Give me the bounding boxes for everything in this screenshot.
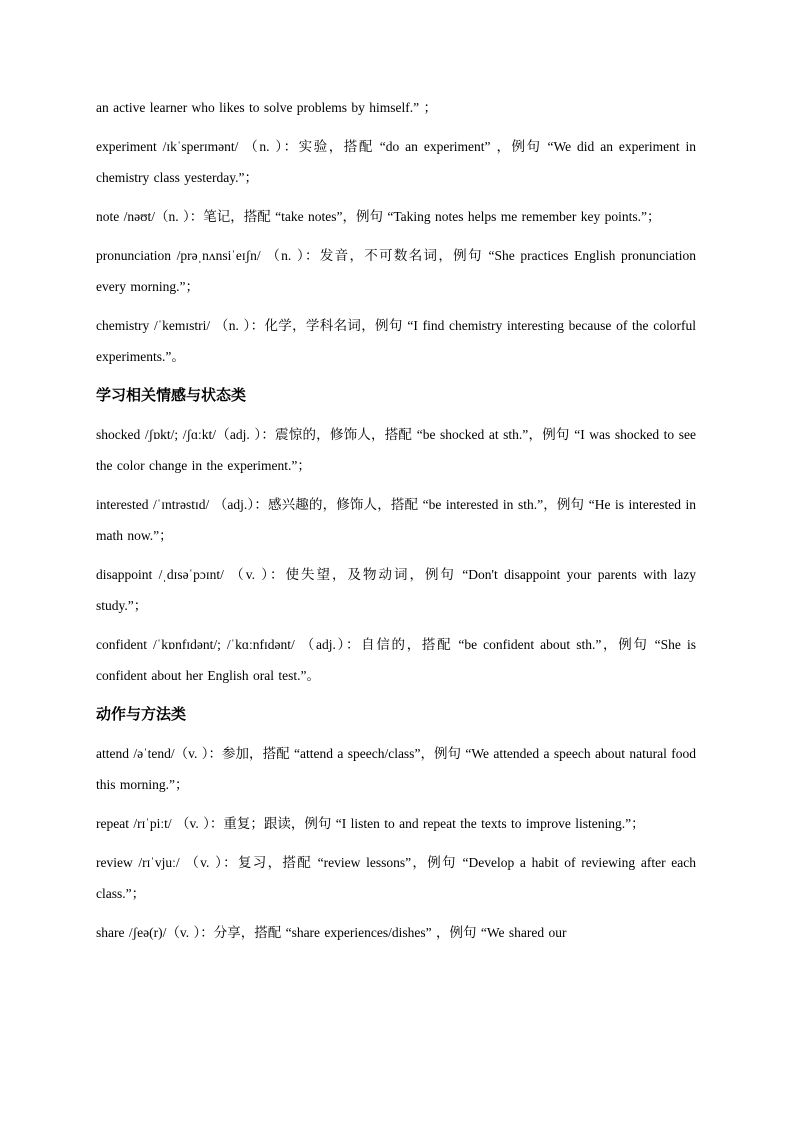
- vocab-entry-shocked: shocked /ʃɒkt/; /ʃɑːkt/（adj. ）：震惊的，修饰人，搭配 “be shocked at sth.”，例句 “I was shocked to see the color change in the experiment.”；: [96, 427, 696, 473]
- vocab-entry-repeat: repeat /rɪˈpiːt/ （v. ）：重复；跟读，例句 “I listen to and repeat the texts to improve listening.”；: [96, 816, 645, 831]
- vocab-entry-interested: interested /ˈɪntrəstɪd/ （adj.）：感兴趣的，修饰人，搭配 “be interested in sth.”，例句 “He is interested in math now.”；: [96, 497, 696, 543]
- intro-continuation: an active learner who likes to solve problems by himself.” ；: [96, 100, 438, 115]
- section-heading-emotions: 学习相关情感与状态类: [96, 386, 247, 404]
- vocab-entry-confident: confident /ˈkɒnfɪdənt/; /ˈkɑːnfɪdənt/ （adj.）：自信的，搭配 “be confident about sth.”，例句 “She is confident about her English oral test.”。: [96, 637, 696, 683]
- vocab-entry-attend: attend /əˈtend/（v. ）：参加，搭配 “attend a speech/class”，例句 “We attended a speech about natural food this morning.”；: [96, 746, 696, 792]
- section-heading-actions: 动作与方法类: [96, 705, 187, 723]
- vocab-entry-pronunciation: pronunciation /prəˌnʌnsiˈeɪʃn/ （n. ）：发音，不可数名词，例句 “She practices English pronunciation every morning.”；: [96, 248, 696, 294]
- vocab-entry-review: review /rɪˈvjuː/ （v. ）：复习，搭配 “review lessons”，例句 “Develop a habit of reviewing after each class.”；: [96, 855, 696, 901]
- vocab-entry-experiment: experiment /ɪkˈsperɪmənt/ （n. ）：实验，搭配 “do an experiment” ，例句 “We did an experiment in chemistry class yesterday.”；: [96, 139, 696, 185]
- vocab-entry-share: share /ʃeə(r)/（v. ）：分享，搭配 “share experiences/dishes” ，例句 “We shared our: [96, 925, 567, 940]
- document-page: [96, 92, 696, 956]
- vocab-entry-disappoint: disappoint /ˌdɪsəˈpɔɪnt/ （v. ）：使失望，及物动词，例句 “Don't disappoint your parents with lazy study.”；: [96, 567, 696, 613]
- vocab-entry-note: note /nəʊt/（n. ）：笔记，搭配 “take notes”，例句 “Taking notes helps me remember key points.”；: [96, 209, 661, 224]
- vocab-entry-chemistry: chemistry /ˈkemɪstri/ （n. ）：化学，学科名词，例句 “I find chemistry interesting because of the colorful experiments.”。: [96, 318, 696, 364]
